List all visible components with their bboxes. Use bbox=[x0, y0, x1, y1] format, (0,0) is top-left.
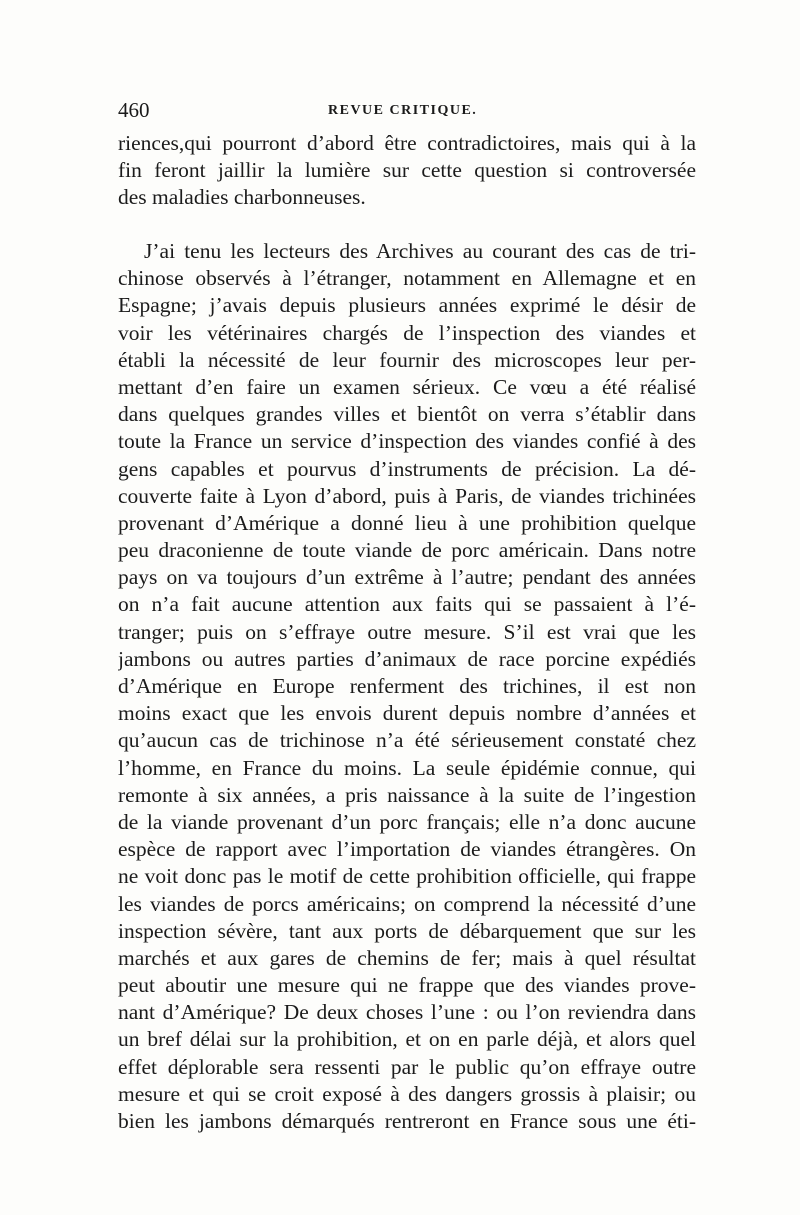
text-line: d’Amérique en Europe renferment des trichines, il est non bbox=[118, 674, 696, 698]
text-line: espèce de rapport avec l’importation de viandes étrangères. On bbox=[118, 837, 696, 862]
text-line: qu’aucun cas de trichinose n’a été sérieusement constaté chez bbox=[118, 728, 696, 753]
text-line: pays on va toujours d’un extrême à l’autre; pendant des années bbox=[118, 565, 696, 590]
text-line: voir les vétérinaires chargés de l’inspection des viandes et bbox=[118, 320, 696, 345]
text-line: les viandes de porcs américains; on comprend la nécessité d’une bbox=[118, 891, 696, 916]
text-line: ne voit donc pas le motif de cette prohibition officielle, qui frappe bbox=[118, 864, 696, 889]
text-line: riences,qui pourront d’abord être contradictoires, mais qui à la bbox=[118, 131, 696, 155]
text-line: toute la France un service d’inspection des viandes confié à des bbox=[118, 429, 696, 454]
text-line: jambons ou autres parties d’animaux de race porcine expédiés bbox=[118, 646, 696, 671]
text-line: établi la nécessité de leur fournir des microscopes leur per- bbox=[118, 347, 696, 372]
text-line: des maladies charbonneuses. bbox=[118, 185, 366, 210]
running-head: REVUE CRITIQUE. bbox=[328, 103, 478, 118]
text-line: mettant d’en faire un examen sérieux. Ce vœu a été réalisé bbox=[118, 374, 696, 399]
text-line: remonte à six années, a pris naissance à la suite de l’ingestion bbox=[118, 782, 696, 807]
page-header bbox=[118, 96, 696, 126]
text-line: effet déplorable sera ressenti par le public qu’on effraye outre bbox=[118, 1054, 696, 1079]
text-line: l’homme, en France du moins. La seule épidémie connue, qui bbox=[118, 755, 696, 780]
text-line: marchés et aux gares de chemins de fer; mais à quel résultat bbox=[118, 945, 696, 970]
text-line: dans quelques grandes villes et bientôt on verra s’établir dans bbox=[118, 402, 696, 427]
paragraph-1 bbox=[118, 130, 696, 212]
text-line: moins exact que les envois durent depuis nombre d’années et bbox=[118, 701, 696, 726]
text-line: on n’a fait aucune attention aux faits qui se passaient à l’é- bbox=[118, 592, 696, 617]
text-line: J’ai tenu les lecteurs des Archives au courant des cas de tri- bbox=[144, 239, 696, 263]
text-line: inspection sévère, tant aux ports de débarquement que sur les bbox=[118, 918, 696, 943]
text-line: de la viande provenant d’un porc français; elle n’a donc aucune bbox=[118, 809, 696, 834]
text-line: bien les jambons démarqués rentreront en France sous une éti- bbox=[118, 1109, 696, 1133]
text-line: nant d’Amérique? De deux choses l’une : ou l’on reviendra dans bbox=[118, 1000, 696, 1025]
text-line: tranger; puis on s’effraye outre mesure. S’il est vrai que les bbox=[118, 619, 696, 644]
text-line: un bref délai sur la prohibition, et on en parle déjà, et alors quel bbox=[118, 1027, 696, 1052]
text-line: peut aboutir une mesure qui ne frappe que des viandes prove- bbox=[118, 973, 696, 998]
text-line: couverte faite à Lyon d’abord, puis à Paris, de viandes trichinées bbox=[118, 483, 696, 508]
text-line: mesure et qui se croit exposé à des dangers grossis à plaisir; ou bbox=[118, 1081, 696, 1106]
text-line: gens capables et pourvus d’instruments de précision. La dé- bbox=[118, 456, 696, 481]
text-line: chinose observés à l’étranger, notamment en Allemagne et en bbox=[118, 266, 696, 291]
text-line: provenant d’Amérique a donné lieu à une prohibition quelque bbox=[118, 510, 696, 535]
text-line: fin feront jaillir la lumière sur cette question si controversée bbox=[118, 158, 696, 183]
page-number: 460 bbox=[118, 98, 150, 122]
paragraph-2 bbox=[118, 238, 696, 1135]
text-line: peu draconienne de toute viande de porc américain. Dans notre bbox=[118, 538, 696, 563]
text-line: Espagne; j’avais depuis plusieurs années exprimé le désir de bbox=[118, 293, 696, 318]
